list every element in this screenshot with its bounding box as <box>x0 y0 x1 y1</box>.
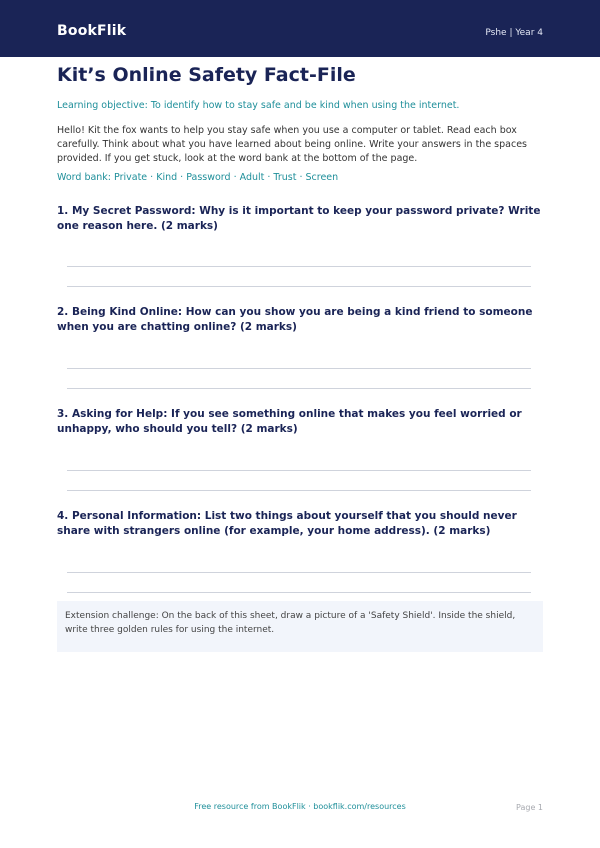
page-number: Page 1 <box>516 803 543 812</box>
question-4: 4. Personal Information: List two things about yourself that you should never share with strangers online (for example, your home address). (2 marks) <box>57 510 517 537</box>
answer-line-3a[interactable] <box>67 470 531 471</box>
answer-line-2a[interactable] <box>67 368 531 369</box>
page-title: Kit’s Online Safety Fact-File <box>57 64 356 86</box>
answer-line-1b[interactable] <box>67 286 531 287</box>
word-bank: Word bank: Private · Kind · Password · Adult · Trust · Screen <box>57 172 339 183</box>
question-3: 3. Asking for Help: If you see something online that makes you feel worried or unhappy, who should you tell? (2 marks) <box>57 408 522 435</box>
intro-text: Hello! Kit the fox wants to help you stay safe when you use a computer or tablet. Read each box carefully. Think about what you have learned about being online. Write your answers in the spaces provided. If you get stuck, look at the word bank at the bottom of the page. <box>57 125 527 164</box>
question-2: 2. Being Kind Online: How can you show you are being a kind friend to someone when you are chatting online? (2 marks) <box>57 306 533 333</box>
answer-line-4a[interactable] <box>67 572 531 573</box>
answer-line-4b[interactable] <box>67 592 531 593</box>
answer-line-2b[interactable] <box>67 388 531 389</box>
brand-logo-text: BookFlik <box>57 23 127 39</box>
question-1: 1. My Secret Password: Why is it important to keep your password private? Write one reason here. (2 marks) <box>57 205 541 232</box>
subject-year-label: Pshe | Year 4 <box>485 28 543 38</box>
extension-challenge-box <box>57 601 543 652</box>
footer-link-text: Free resource from BookFlik · bookflik.com/resources <box>194 802 406 811</box>
extension-challenge-text: Extension challenge: On the back of this sheet, draw a picture of a 'Safety Shield'. Inside the shield, write three golden rules for using the internet. <box>65 611 516 635</box>
answer-line-3b[interactable] <box>67 490 531 491</box>
answer-line-1a[interactable] <box>67 266 531 267</box>
page-header <box>0 0 600 57</box>
learning-objective: Learning objective: To identify how to stay safe and be kind when using the internet. <box>57 100 460 111</box>
